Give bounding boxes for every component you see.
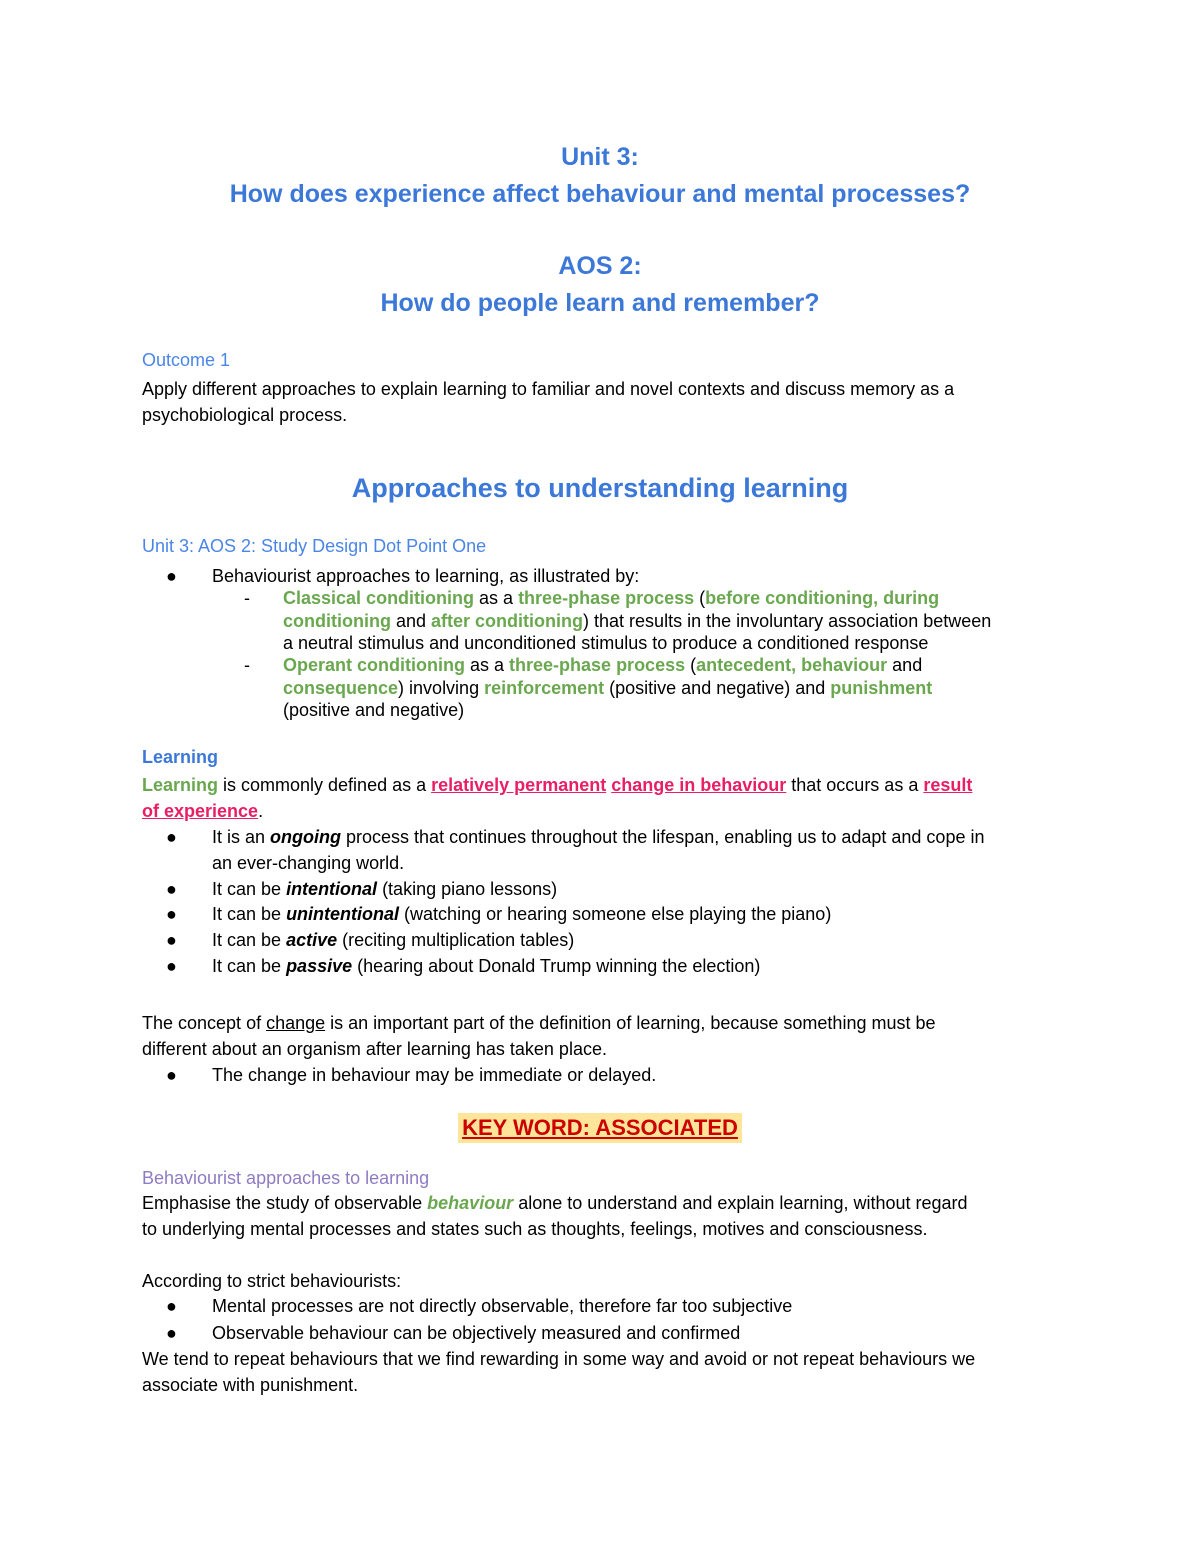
- outcome-text-line: Apply different approaches to explain learning to familiar and novel contexts and discuss memory as a: [142, 379, 955, 399]
- aos-question-heading: How do people learn and remember?: [380, 289, 820, 317]
- unit-question-heading: How does experience affect behaviour and mental processes?: [229, 180, 971, 208]
- learning-bullet-line: It is an ongoing process that continues throughout the lifespan, enabling us to adapt and cope in: [212, 827, 985, 847]
- study-design-bullet: Behaviourist approaches to learning, as illustrated by:: [212, 566, 640, 586]
- section-title: Approaches to understanding learning: [351, 473, 849, 503]
- learning-bullet-line: an ever-changing world.: [212, 853, 405, 873]
- bullet-glyph: ●: [166, 566, 177, 586]
- bullet-glyph: ●: [166, 1323, 177, 1343]
- outcome-text-line: psychobiological process.: [142, 405, 348, 425]
- outcome-label: Outcome 1: [142, 350, 231, 370]
- classical-line: a neutral stimulus and unconditioned stimulus to produce a conditioned response: [283, 633, 929, 653]
- bullet-glyph: ●: [166, 1065, 177, 1085]
- dash-glyph: -: [244, 588, 250, 608]
- dash-glyph: -: [244, 655, 250, 675]
- learning-definition: [142, 772, 1062, 824]
- behaviourist-line: to underlying mental processes and states such as thoughts, feelings, motives and consciousness.: [142, 1219, 928, 1239]
- closing-line: associate with punishment.: [142, 1375, 359, 1395]
- change-line: different about an organism after learning has taken place.: [142, 1039, 607, 1059]
- learning-heading: Learning: [142, 747, 219, 767]
- bullet-glyph: ●: [166, 956, 177, 976]
- change-paragraph: [142, 1010, 1062, 1062]
- classical-line: conditioning and after conditioning) that results in the involuntary association between: [283, 610, 992, 631]
- strict-bullet: Mental processes are not directly observable, therefore far too subjective: [212, 1296, 793, 1316]
- bullet-glyph: ●: [166, 879, 177, 899]
- learning-bullet: It can be unintentional (watching or hearing someone else playing the piano): [212, 904, 832, 924]
- operant-line: Operant conditioning as a three-phase process (antecedent, behaviour and: [283, 655, 923, 675]
- behaviourist-label: Behaviourist approaches to learning: [142, 1168, 430, 1188]
- learning-bullet: [212, 824, 1072, 876]
- bullet-glyph: ●: [166, 904, 177, 924]
- outcome-text: [142, 376, 1062, 428]
- strict-behaviourists-text: According to strict behaviourists:: [142, 1271, 402, 1291]
- study-design-label: Unit 3: AOS 2: Study Design Dot Point One: [142, 536, 487, 556]
- operant-line: consequence) involving reinforcement (positive and negative) and punishment: [283, 677, 933, 698]
- learning-definition-line: of experience.: [142, 801, 264, 821]
- change-bullet: The change in behaviour may be immediate or delayed.: [212, 1065, 657, 1085]
- learning-bullet: It can be intentional (taking piano lessons): [212, 879, 558, 899]
- bullet-glyph: ●: [166, 827, 177, 847]
- keyword-banner: [0, 1113, 1200, 1143]
- operant-line: (positive and negative): [283, 700, 465, 720]
- behaviourist-paragraph: [142, 1190, 1062, 1242]
- operant-conditioning-item: [283, 654, 1073, 722]
- classical-line: Classical conditioning as a three-phase process (before conditioning, during: [283, 588, 940, 608]
- bullet-glyph: ●: [166, 1296, 177, 1316]
- closing-line: We tend to repeat behaviours that we find rewarding in some way and avoid or not repeat behaviours we: [142, 1349, 976, 1369]
- learning-bullet: It can be passive (hearing about Donald Trump winning the election): [212, 956, 761, 976]
- behaviourist-line: Emphasise the study of observable behaviour alone to understand and explain learning, without regard: [142, 1193, 968, 1213]
- change-line: The concept of change is an important part of the definition of learning, because something must be: [142, 1013, 936, 1033]
- keyword-text: KEY WORD: ASSOCIATED: [458, 1113, 742, 1143]
- closing-paragraph: [142, 1346, 1062, 1398]
- aos-heading: AOS 2:: [558, 252, 642, 280]
- classical-conditioning-item: [283, 587, 1073, 655]
- unit-heading: Unit 3:: [561, 143, 639, 171]
- learning-bullet: It can be active (reciting multiplication tables): [212, 930, 575, 950]
- bullet-glyph: ●: [166, 930, 177, 950]
- strict-bullet: Observable behaviour can be objectively measured and confirmed: [212, 1323, 741, 1343]
- learning-definition-line: Learning is commonly defined as a relatively permanent change in behaviour that occurs as a result: [142, 775, 973, 795]
